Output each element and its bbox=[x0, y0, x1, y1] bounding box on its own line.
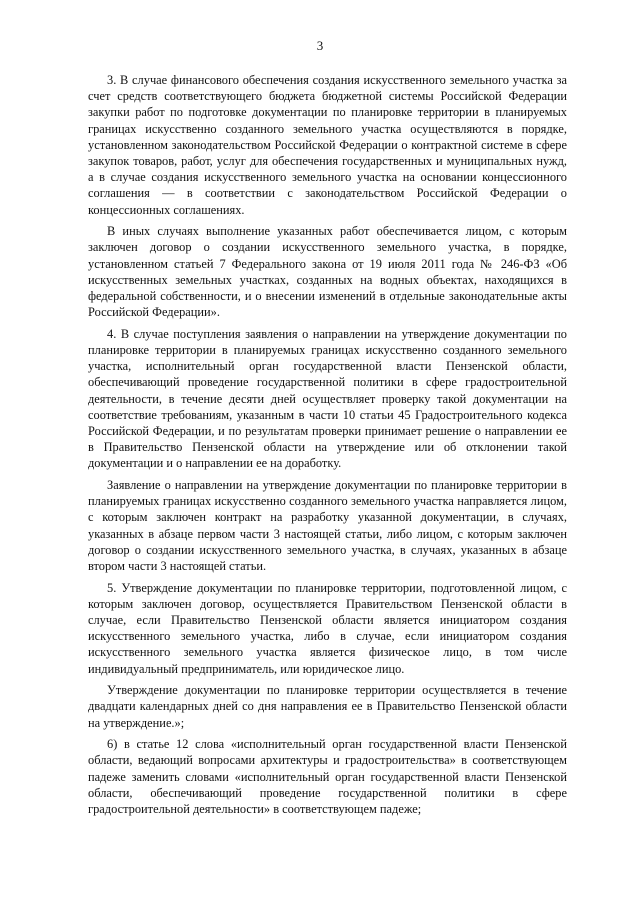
document-body bbox=[88, 72, 567, 823]
paragraph-part-5: 5. Утверждение документации по планировке территории, подготовленной лицом, с которым заключен договор, осуществляется Правительством Пензенской области в случае, если Правительство Пензенской области является инициатором создания искусственного земельного участка, либо в случае, если инициатором создания искусственного земельного участка является физическое лицо, в том числе индивидуальный предприниматель, или юридическое лицо. bbox=[88, 580, 567, 676]
paragraph-approval-term: Утверждение документации по планировке территории осуществляется в течение двадцати календарных дней со дня направления ее в Правительство Пензенской области на утверждение.»; bbox=[88, 683, 567, 730]
paragraph-part-4: 4. В случае поступления заявления о направлении на утверждение документации по планировке территории в планируемых границах искусственно созданного земельного участка, исполнительный орган государственной власти Пензенской области, обеспечивающий проведение государственной политики в сфере градостроительной деятельности, в течение десяти дней осуществляет проверку такой документации на соответствие требованиям, указанным в части 10 статьи 45 Градостроительного кодекса Российской Федерации, и по результатам проверки принимает решение о направлении ее в Правительство Пензенской области на утверждение или об отклонении такой документации и о направлении ее на доработку. bbox=[88, 326, 567, 471]
paragraph-item-6: 6) в статье 12 слова «исполнительный орган государственной власти Пензенской области, ведающий вопросами архитектуры и градостроительства» в соответствующем падеже заменить словами «исполнительный орган государственной власти Пензенской области, обеспечивающий проведение государственной политики в сфере градостроительной деятельности» в соответствующем падеже; bbox=[88, 737, 567, 817]
page-number: 3 bbox=[316, 38, 324, 53]
paragraph-part-3: 3. В случае финансового обеспечения создания искусственного земельного участка за счет средств соответствующего бюджета бюджетной системы Российской Федерации закупки работ по подготовке документации по планировке территории в планируемых границах искусственно созданного земельного участка осуществляются в порядке, установленном законодательством Российской Федерации о контрактной системе в сфере закупок товаров, работ, услуг для обеспечения государственных и муниципальных нужд, а в случае создания искусственного земельного участка на основании концессионного соглашения — в соответствии с законодательством Российской Федерации о концессионных соглашениях. bbox=[88, 73, 567, 217]
paragraph-application: Заявление о направлении на утверждение документации по планировке территории в планируемых границах искусственно созданного земельного участка направляется лицом, с которым заключен контракт на разработку указанной документации, в случаях, указанных в абзаце первом части 3 настоящей статьи, либо лицом, с которым заключен договор о создании искусственного земельного участка, в случаях, указанных в абзаце втором части 3 настоящей статьи. bbox=[88, 478, 567, 574]
paragraph-other-cases: В иных случаях выполнение указанных работ обеспечивается лицом, с которым заключен договор о создании искусственного земельного участка, в порядке, установленном статьей 7 Федерального закона от 19 июля 2011 года № 246-ФЗ «Об искусственных земельных участках, созданных на водных объектах, находящихся в федеральной собственности, и о внесении изменений в отдельные законодательные акты Российской Федерации». bbox=[88, 224, 567, 320]
